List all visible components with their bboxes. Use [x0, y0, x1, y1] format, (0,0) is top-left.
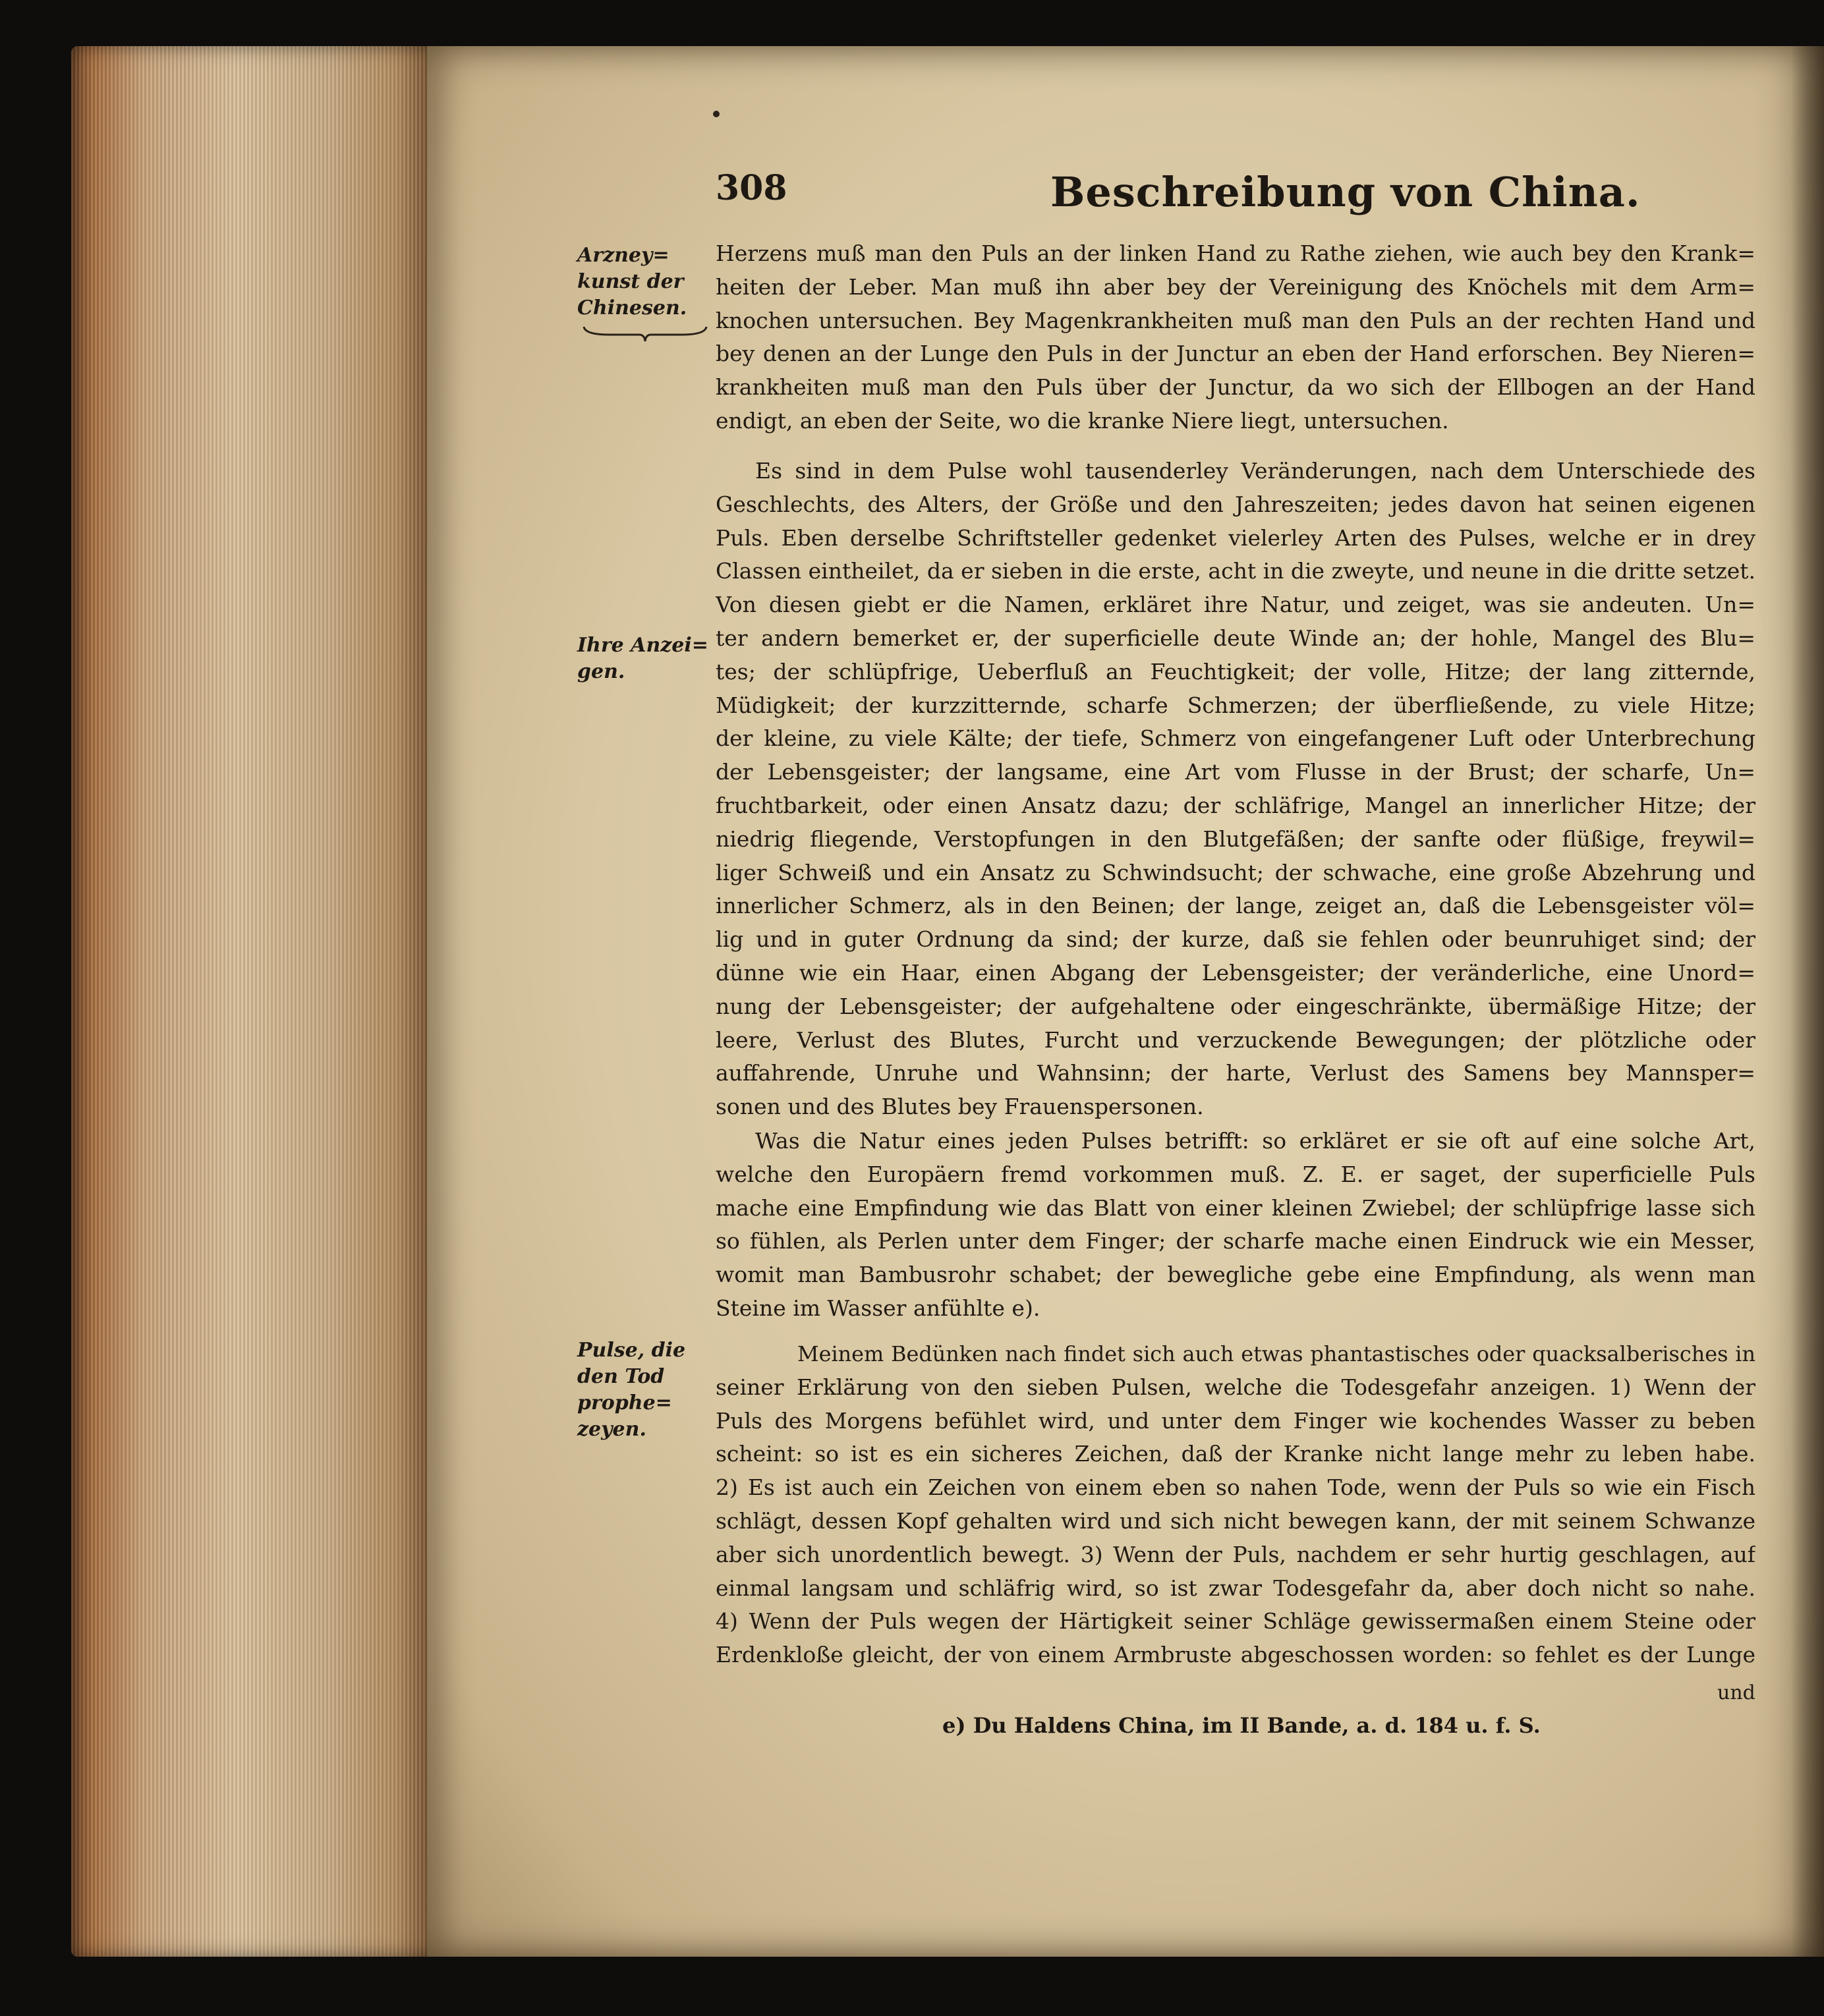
text-line: seiner Erklärung von den sieben Pulsen, welche die Todesgefahr anzeigen. 1) Wenn der	[716, 1374, 1755, 1400]
text-line: Erdenkloße gleicht, der von einem Armbruste abgeschossen worden: so fehlet es der Lunge	[716, 1642, 1755, 1668]
text-line: Geschlechts, des Alters, der Größe und den Jahreszeiten; jedes davon hat seinen eigenen	[716, 491, 1755, 517]
text-line: endigt, an eben der Seite, wo die kranke Niere liegt, untersuchen.	[716, 407, 1449, 434]
paragraph-2	[716, 455, 1755, 1124]
text-line: Meinem Bedünken nach findet sich auch etwas phantastisches oder quacksalberisches in	[797, 1341, 1755, 1366]
text-line: sonen und des Blutes bey Frauenspersonen.	[716, 1094, 1204, 1120]
paragraph-3	[716, 1125, 1755, 1326]
ink-speck	[713, 111, 720, 117]
margin-brace-icon	[583, 324, 708, 343]
text-line: Es sind in dem Pulse wohl tausenderley Veränderungen, nach dem Unterschiede des	[755, 458, 1755, 484]
running-head	[716, 168, 1777, 221]
text-line: Puls. Eben derselbe Schriftsteller gedenket vielerley Arten des Pulses, welche er in drey	[716, 524, 1755, 551]
page-fore-edge	[71, 46, 440, 1957]
text-line: der kleine, zu viele Kälte; der tiefe, Schmerz von eingefangener Luft oder Unterbrechung	[716, 725, 1755, 752]
text-line: dünne wie ein Haar, einen Abgang der Lebensgeister; der veränderliche, eine Unord=	[716, 959, 1755, 986]
text-line: welche den Europäern fremd vorkommen muß. Z. E. er saget, der superficielle Puls	[716, 1161, 1755, 1187]
text-line: 2) Es ist auch ein Zeichen von einem eben so nahen Tode, wenn der Puls so wie ein Fisch	[716, 1474, 1755, 1501]
text-line: fruchtbarkeit, oder einen Ansatz dazu; der schläfrige, Mangel an innerlicher Hitze; der	[716, 792, 1755, 818]
margin-note-arzneykunst: Arzney= kunst der Chinesen.	[577, 244, 687, 320]
text-line: innerlicher Schmerz, als in den Beinen; der lange, zeiget an, daß die Lebensgeister völ=	[716, 893, 1755, 919]
margin-note-anzeigen: Ihre Anzei= gen.	[577, 634, 708, 683]
text-line: knochen untersuchen. Bey Magenkrankheiten muß man den Puls an der rechten Hand und	[716, 307, 1755, 333]
text-line: Steine im Wasser anfühlte e).	[716, 1295, 1040, 1321]
text-line: Müdigkeit; der kurzzitternde, scharfe Schmerzen; der überfließende, zu viele Hitze;	[716, 692, 1755, 718]
text-line: womit man Bambusrohr schabet; der bewegliche gebe eine Empfindung, als wenn man	[716, 1262, 1755, 1288]
text-line: Classen eintheilet, da er sieben in die erste, acht in die zweyte, und neune in die dritte setzet.	[716, 558, 1755, 584]
text-line: niedrig fliegende, Verstopfungen in den Blutgefäßen; der sanfte oder flüßige, freywil=	[716, 826, 1755, 852]
text-line: tes; der schlüpfrige, Ueberfluß an Feuchtigkeit; der volle, Hitze; der lang zitternde,	[716, 658, 1755, 685]
paragraph-1	[716, 237, 1755, 438]
text-line: mache eine Empfindung wie das Blatt von einer kleinen Zwiebel; der schlüpfrige lasse sich	[716, 1194, 1755, 1221]
footnote: e) Du Haldens China, im II Bande, a. d. 184 u. f. S.	[942, 1713, 1541, 1738]
text-line: Herzens muß man den Puls an der linken Hand zu Rathe ziehen, wie auch bey den Krank=	[716, 240, 1755, 266]
page-gutter	[1791, 46, 1824, 1957]
text-line: nung der Lebensgeister; der aufgehaltene oder eingeschränkte, übermäßige Hitze; der	[716, 993, 1755, 1019]
page-number: 308	[716, 168, 787, 208]
text-line: auffahrende, Unruhe und Wahnsinn; der harte, Verlust des Samens bey Mannsper=	[716, 1060, 1755, 1086]
text-line: schlägt, dessen Kopf gehalten wird und sich nicht bewegen kann, der mit seinem Schwanze	[716, 1507, 1755, 1534]
running-title: Beschreibung von China.	[1050, 168, 1641, 216]
text-line: aber sich unordentlich bewegt. 3) Wenn der Puls, nachdem er sehr hurtig geschlagen, auf	[716, 1541, 1755, 1567]
catchword: und	[1717, 1681, 1755, 1704]
text-line: leere, Verlust des Blutes, Furcht und verzuckende Bewegungen; der plötzliche oder	[716, 1026, 1755, 1053]
text-line: liger Schweiß und ein Ansatz zu Schwindsucht; der schwache, eine große Abzehrung und	[716, 859, 1755, 885]
text-line: einmal langsam und schläfrig wird, so ist zwar Todesgefahr da, aber doch nicht so nahe.	[716, 1575, 1755, 1601]
margin-note-todespulse: Pulse, die den Tod prophe= zeyen.	[577, 1339, 686, 1441]
text-line: 4) Wenn der Puls wegen der Härtigkeit seiner Schläge gewissermaßen einem Steine oder	[716, 1608, 1755, 1635]
text-line: bey denen an der Lunge den Puls in der Junctur an eben der Hand erforschen. Bey Nieren=	[716, 341, 1755, 367]
text-line: krankheiten muß man den Puls über der Junctur, da wo sich der Ellbogen an der Hand	[716, 374, 1755, 401]
text-line: lig und in guter Ordnung da sind; der kurze, daß sie fehlen oder beunruhiget sind; der	[716, 926, 1755, 953]
text-line: heiten der Leber. Man muß ihn aber bey der Vereinigung des Knöchels mit dem Arm=	[716, 273, 1755, 300]
text-line: Was die Natur eines jeden Pulses betrifft: so erkläret er sie oft auf eine solche Art,	[755, 1128, 1755, 1154]
text-line: der Lebensgeister; der langsame, eine Art vom Flusse in der Brust; der scharfe, Un=	[716, 759, 1755, 785]
text-line: Puls des Morgens befühlet wird, und unter dem Finger wie kochendes Wasser zu beben	[716, 1407, 1755, 1434]
text-line: scheint: so ist es ein sicheres Zeichen, daß der Kranke nicht lange mehr zu leben habe.	[716, 1441, 1755, 1467]
text-line: Von diesen giebt er die Namen, erkläret ihre Natur, und zeiget, was sie andeuten. Un=	[716, 592, 1755, 618]
paragraph-4	[716, 1337, 1755, 1672]
text-line: ter andern bemerket er, der superficielle deute Winde an; der hohle, Mangel des Blu=	[716, 625, 1755, 651]
text-line: so fühlen, als Perlen unter dem Finger; der scharfe mache einen Eindruck wie ein Messer,	[716, 1228, 1755, 1254]
